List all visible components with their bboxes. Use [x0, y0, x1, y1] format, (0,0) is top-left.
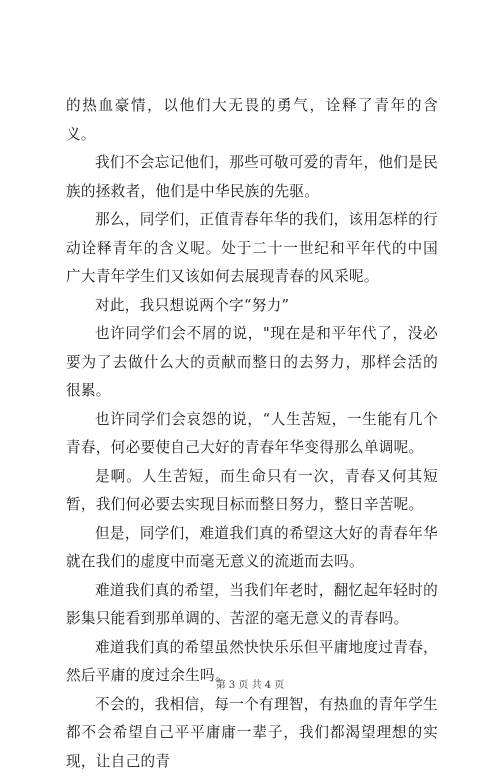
paragraph-10: 难道我们真的希望虽然快快乐乐但平庸地度过青春，然后平庸的度过余生吗。 [66, 634, 438, 691]
paragraph-8: 但是，同学们，难道我们真的希望这大好的青春年华就在我们的虚度中而毫无意义的流逝而去吗。 [66, 520, 438, 577]
paragraph-2: 我们不会忘记他们，那些可敬可爱的青年，他们是民族的拯救者，他们是中华民族的先驱。 [66, 149, 438, 206]
paragraph-6: 也许同学们会哀怨的说，“人生苦短，一生能有几个青春，何必要使自己大好的青春年华变得那么单调呢。 [66, 406, 438, 463]
paragraph-7: 是啊。人生苦短，而生命只有一次，青春又何其短暂，我们何必要去实现目标而整日努力，整日辛苦呢。 [66, 463, 438, 520]
paragraph-1: 的热血豪情，以他们大无畏的勇气，诠释了青年的含义。 [66, 92, 438, 149]
paragraph-4: 对此，我只想说两个字“努力” [66, 292, 438, 321]
paragraph-9: 难道我们真的希望，当我们年老时，翻忆起年轻时的影集只能看到那单调的、苦涩的毫无意义的青春吗。 [66, 577, 438, 634]
paragraph-11: 不会的，我相信，每一个有理智，有热血的青年学生都不会希望自己平平庸庸一辈子，我们都渴望理想的实现，让自己的青 [66, 691, 438, 776]
paragraph-3: 那么，同学们，正值青春年华的我们，该用怎样的行动诠释青年的含义呢。处于二十一世纪和平年代的中国广大青年学生们又该如何去展现青春的风采呢。 [66, 206, 438, 292]
document-body [66, 92, 438, 776]
page-number-footer: 第 3 页 共 4 页 [0, 679, 500, 693]
paragraph-5: 也许同学们会不屑的说，"现在是和平年代了，没必要为了去做什么大的贡献而整日的去努力，那样会活的很累。 [66, 320, 438, 406]
